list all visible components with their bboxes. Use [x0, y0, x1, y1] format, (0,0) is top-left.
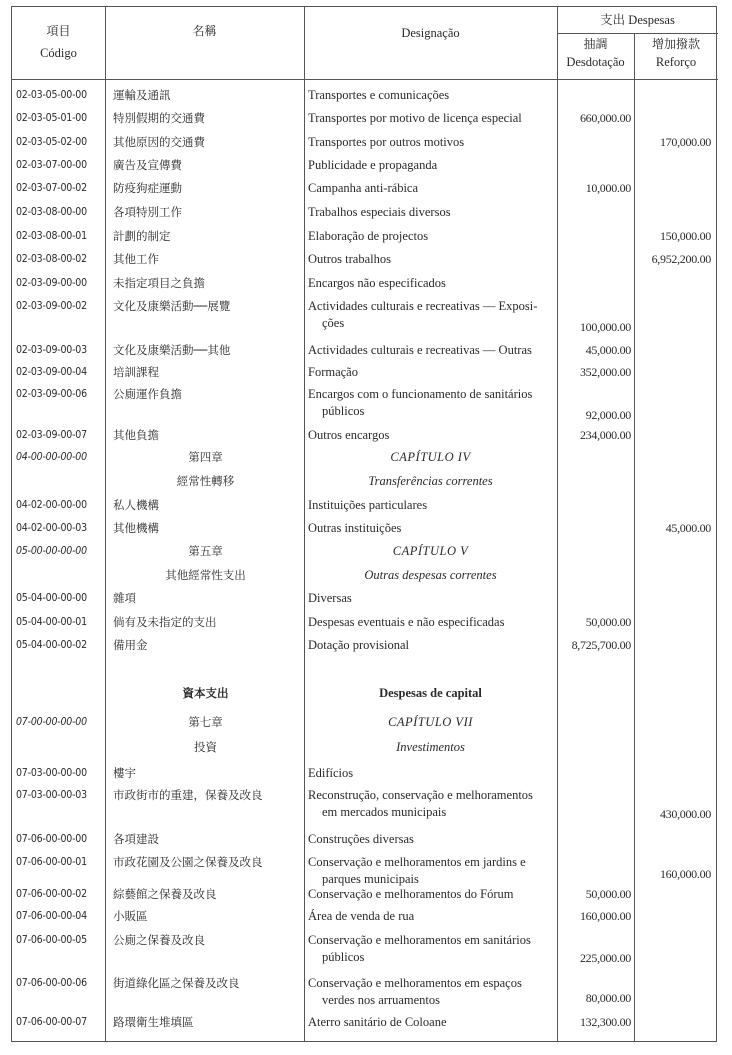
header-designation: Designação [401, 26, 460, 40]
row-name-zh: 文化及康樂活動──其他 [113, 343, 231, 357]
row-name-zh: 倘有及未指定的支出 [113, 615, 217, 629]
row-desdotacao: 8,725,700.00 [571, 638, 631, 652]
row-designation: Conservação e melhoramentos do Fórum [308, 887, 514, 901]
row-desdotacao: 92,000.00 [585, 408, 631, 422]
row-name-zh: 公廁之保養及改良 [113, 933, 205, 947]
row-code: 02-03-07-00-02 [16, 182, 87, 194]
row-code: 02-03-08-00-00 [16, 206, 87, 218]
row-name-zh: 第四章 [188, 450, 223, 464]
row-name-zh: 未指定項目之負擔 [113, 276, 205, 290]
row-designation: Elaboração de projectos [308, 229, 429, 243]
row-desdotacao: 660,000.00 [579, 111, 631, 125]
row-designation: Investimentos [396, 740, 465, 754]
row-desdotacao: 160,000.00 [579, 909, 631, 923]
row-designation-continued: ções [322, 316, 345, 330]
row-designation: Reconstrução, conservação e melhoramentos [308, 788, 533, 802]
row-code: 02-03-09-00-02 [16, 300, 87, 312]
row-code: 07-06-00-00-04 [16, 910, 87, 922]
row-desdotacao: 45,000.00 [585, 343, 631, 357]
row-designation-continued: parques municipais [322, 872, 419, 886]
row-name-zh: 樓宇 [113, 766, 136, 780]
row-name-zh: 經常性轉移 [176, 474, 235, 488]
col-rule-designation [557, 7, 558, 1041]
row-name-zh: 廣告及宣傳費 [113, 158, 182, 172]
row-designation-continued: públicos [322, 950, 365, 964]
row-designation: Construções diversas [308, 832, 414, 846]
row-designation: CAPÍTULO VII [388, 715, 473, 729]
row-desdotacao: 132,300.00 [579, 1015, 631, 1029]
row-name-zh: 其他負擔 [113, 428, 159, 442]
row-code: 07-03-00-00-00 [16, 767, 87, 779]
row-name-zh: 特別假期的交通費 [113, 111, 205, 125]
row-name-zh: 小販區 [113, 909, 148, 923]
row-name-zh: 計劃的制定 [113, 229, 171, 243]
row-designation-continued: em mercados municipais [322, 805, 447, 819]
row-designation: Outras despesas correntes [364, 568, 497, 582]
header-reforco-zh: 增加撥款 [651, 37, 700, 51]
header-rule-expenses [557, 33, 718, 34]
row-reforco: 430,000.00 [659, 807, 711, 821]
row-designation: Formação [308, 365, 358, 379]
col-rule-desdotacao [634, 33, 635, 1041]
row-name-zh: 雜項 [113, 591, 136, 605]
row-designation-continued: públicos [322, 404, 365, 418]
row-designation: Edifícios [308, 766, 354, 780]
row-designation: CAPÍTULO V [392, 544, 469, 558]
row-name-zh: 市政街市的重建，保養及改良 [113, 788, 263, 802]
row-designation: Instituições particulares [308, 498, 428, 512]
row-name-zh: 其他原因的交通費 [113, 135, 205, 149]
row-desdotacao: 100,000.00 [579, 320, 631, 334]
row-code: 04-02-00-00-03 [16, 522, 87, 534]
row-code: 02-03-05-00-00 [16, 89, 87, 101]
row-code: 02-03-09-00-00 [16, 277, 87, 289]
row-code: 04-02-00-00-00 [16, 499, 87, 511]
row-code: 02-03-09-00-06 [16, 388, 87, 400]
row-designation: Transportes por motivo de licença especial [308, 111, 522, 125]
row-designation: Transportes e comunicações [308, 88, 450, 102]
row-desdotacao: 50,000.00 [585, 887, 631, 901]
header-desdotacao-pt: Desdotação [566, 55, 625, 69]
row-desdotacao: 10,000.00 [585, 181, 631, 195]
row-designation: Outros trabalhos [308, 252, 391, 266]
row-name-zh: 文化及康樂活動──展覽 [113, 299, 231, 313]
row-reforco: 160,000.00 [659, 867, 711, 881]
row-code: 07-00-00-00-00 [16, 716, 87, 728]
row-name-zh: 公廁運作負擔 [113, 387, 182, 401]
row-code: 02-03-08-00-01 [16, 230, 87, 242]
row-designation: Despesas de capital [379, 686, 482, 700]
row-name-zh: 私人機構 [113, 498, 159, 512]
row-name-zh: 運輸及通訊 [113, 88, 171, 102]
row-designation: CAPÍTULO IV [390, 450, 471, 464]
row-desdotacao: 234,000.00 [579, 428, 631, 442]
row-name-zh: 其他經常性支出 [165, 568, 246, 582]
row-code: 05-04-00-00-02 [16, 639, 87, 651]
row-designation: Transferências correntes [368, 474, 493, 488]
header-rule-bottom [12, 79, 718, 80]
row-code: 05-04-00-00-00 [16, 592, 87, 604]
header-desdotacao-zh: 抽調 [583, 37, 608, 51]
row-name-zh: 其他工作 [113, 252, 159, 266]
header-expenses: 支出 Despesas [600, 13, 675, 27]
row-name-zh: 備用金 [113, 638, 148, 652]
row-designation: Outras instituições [308, 521, 402, 535]
row-name-zh: 各項建設 [113, 832, 159, 846]
row-desdotacao: 50,000.00 [585, 615, 631, 629]
header-code-zh: 項目 [46, 24, 71, 38]
row-designation: Campanha anti-rábica [308, 181, 419, 195]
row-designation: Transportes por outros motivos [308, 135, 465, 149]
row-designation: Outros encargos [308, 428, 390, 442]
row-code: 02-03-08-00-02 [16, 253, 87, 265]
header-reforco-pt: Reforço [655, 55, 697, 69]
row-name-zh: 綜藝館之保養及改良 [113, 887, 217, 901]
row-name-zh: 資本支出 [182, 686, 229, 700]
header-name-zh: 名稱 [192, 24, 217, 38]
row-reforco: 170,000.00 [659, 135, 711, 149]
col-rule-code [105, 7, 106, 1041]
header-code-pt: Código [40, 46, 77, 60]
row-code: 07-06-00-00-07 [16, 1016, 87, 1028]
row-designation: Dotação provisional [308, 638, 410, 652]
row-designation: Actividades culturais e recreativas — Exposi- [308, 299, 538, 313]
row-designation: Actividades culturais e recreativas — Outras [308, 343, 532, 357]
row-code: 07-03-00-00-03 [16, 789, 87, 801]
row-designation: Aterro sanitário de Coloane [308, 1015, 447, 1029]
row-designation: Despesas eventuais e não especificadas [308, 615, 505, 629]
row-reforco: 45,000.00 [665, 521, 711, 535]
row-name-zh: 市政花園及公園之保養及改良 [113, 855, 263, 869]
row-code: 02-03-05-02-00 [16, 136, 87, 148]
col-rule-name [304, 7, 305, 1041]
row-code: 02-03-09-00-07 [16, 429, 87, 441]
row-name-zh: 防疫狗症運動 [113, 181, 182, 195]
row-designation: Diversas [308, 591, 352, 605]
row-code: 05-04-00-00-01 [16, 616, 87, 628]
row-designation: Encargos não especificados [308, 276, 446, 290]
row-name-zh: 第五章 [188, 544, 223, 558]
row-name-zh: 各項特別工作 [113, 205, 182, 219]
row-code: 07-06-00-00-01 [16, 856, 87, 868]
row-name-zh: 第七章 [188, 715, 223, 729]
row-name-zh: 路環衛生堆填區 [113, 1015, 194, 1029]
row-desdotacao: 225,000.00 [579, 951, 631, 965]
row-desdotacao: 352,000.00 [579, 365, 631, 379]
row-code: 02-03-09-00-03 [16, 344, 87, 356]
row-designation: Publicidade e propaganda [308, 158, 438, 172]
row-code: 04-00-00-00-00 [16, 451, 87, 463]
row-code: 07-06-00-00-06 [16, 977, 87, 989]
row-code: 02-03-07-00-00 [16, 159, 87, 171]
row-reforco: 6,952,200.00 [651, 252, 711, 266]
row-designation: Conservação e melhoramentos em jardins e [308, 855, 526, 869]
row-name-zh: 其他機構 [113, 521, 159, 535]
row-designation: Trabalhos especiais diversos [308, 205, 451, 219]
row-code: 02-03-05-01-00 [16, 112, 87, 124]
row-name-zh: 培訓課程 [113, 365, 159, 379]
row-name-zh: 街道綠化區之保養及改良 [113, 976, 240, 990]
row-code: 07-06-00-00-02 [16, 888, 87, 900]
row-code: 07-06-00-00-00 [16, 833, 87, 845]
row-name-zh: 投資 [194, 740, 217, 754]
row-designation: Encargos com o funcionamento de sanitários [308, 387, 533, 401]
row-code: 07-06-00-00-05 [16, 934, 87, 946]
budget-table [11, 6, 717, 1042]
row-desdotacao: 80,000.00 [585, 991, 631, 1005]
row-designation: Conservação e melhoramentos em espaços [308, 976, 522, 990]
row-reforco: 150,000.00 [659, 229, 711, 243]
row-code: 05-00-00-00-00 [16, 545, 87, 557]
row-designation: Conservação e melhoramentos em sanitários [308, 933, 531, 947]
row-designation: Área de venda de rua [308, 909, 415, 923]
row-code: 02-03-09-00-04 [16, 366, 87, 378]
row-designation-continued: verdes nos arruamentos [322, 993, 441, 1007]
